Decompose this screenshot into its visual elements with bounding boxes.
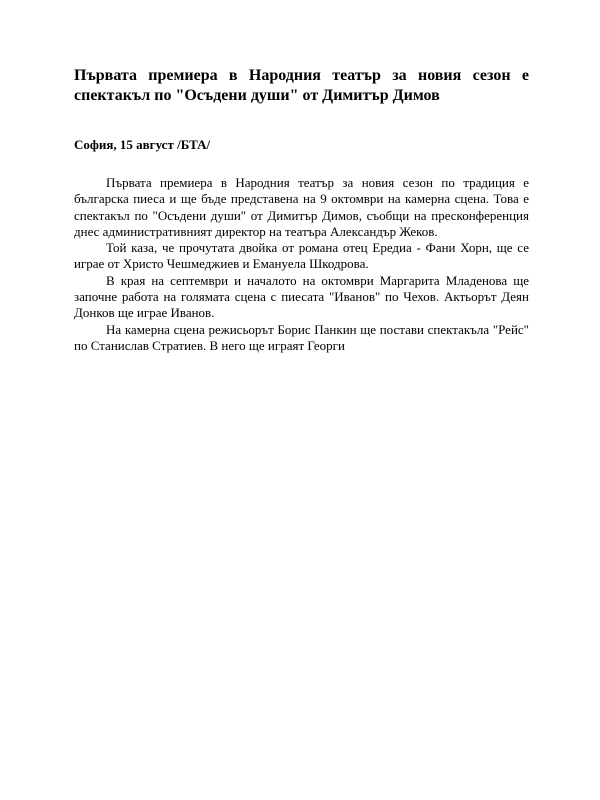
article xyxy=(74,66,529,354)
paragraph: На камерна сцена режисьорът Борис Панкин ще постави спектакъла "Рейс" по Станислав Стратиев. В него ще играят Георги xyxy=(74,321,529,353)
article-body xyxy=(74,175,529,354)
paragraph: Той каза, че прочутата двойка от романа отец Ередиа - Фани Хорн, ще се играе от Христо Чешмеджиев и Емануела Шкодрова. xyxy=(74,240,529,272)
article-title: Първата премиера в Народния театър за новия сезон е спектакъл по "Осъдени души" от Димитър Димов xyxy=(74,67,529,104)
paragraph: Първата премиера в Народния театър за новия сезон по традиция е българска пиеса и ще бъде представена на 9 октомври на камерна сцена. Това е спектакъл по "Осъдени души" от Димитър Димов, съобщи на пресконференция днес административният директор на театъра Александър Жеков. xyxy=(74,175,529,239)
paragraph: В края на септември и началото на октомври Маргарита Младенова ще започне работа на голямата сцена с пиесата "Иванов" по Чехов. Актьорът Деян Донков ще играе Иванов. xyxy=(74,272,529,321)
article-dateline: София, 15 август /БТА/ xyxy=(74,137,211,152)
